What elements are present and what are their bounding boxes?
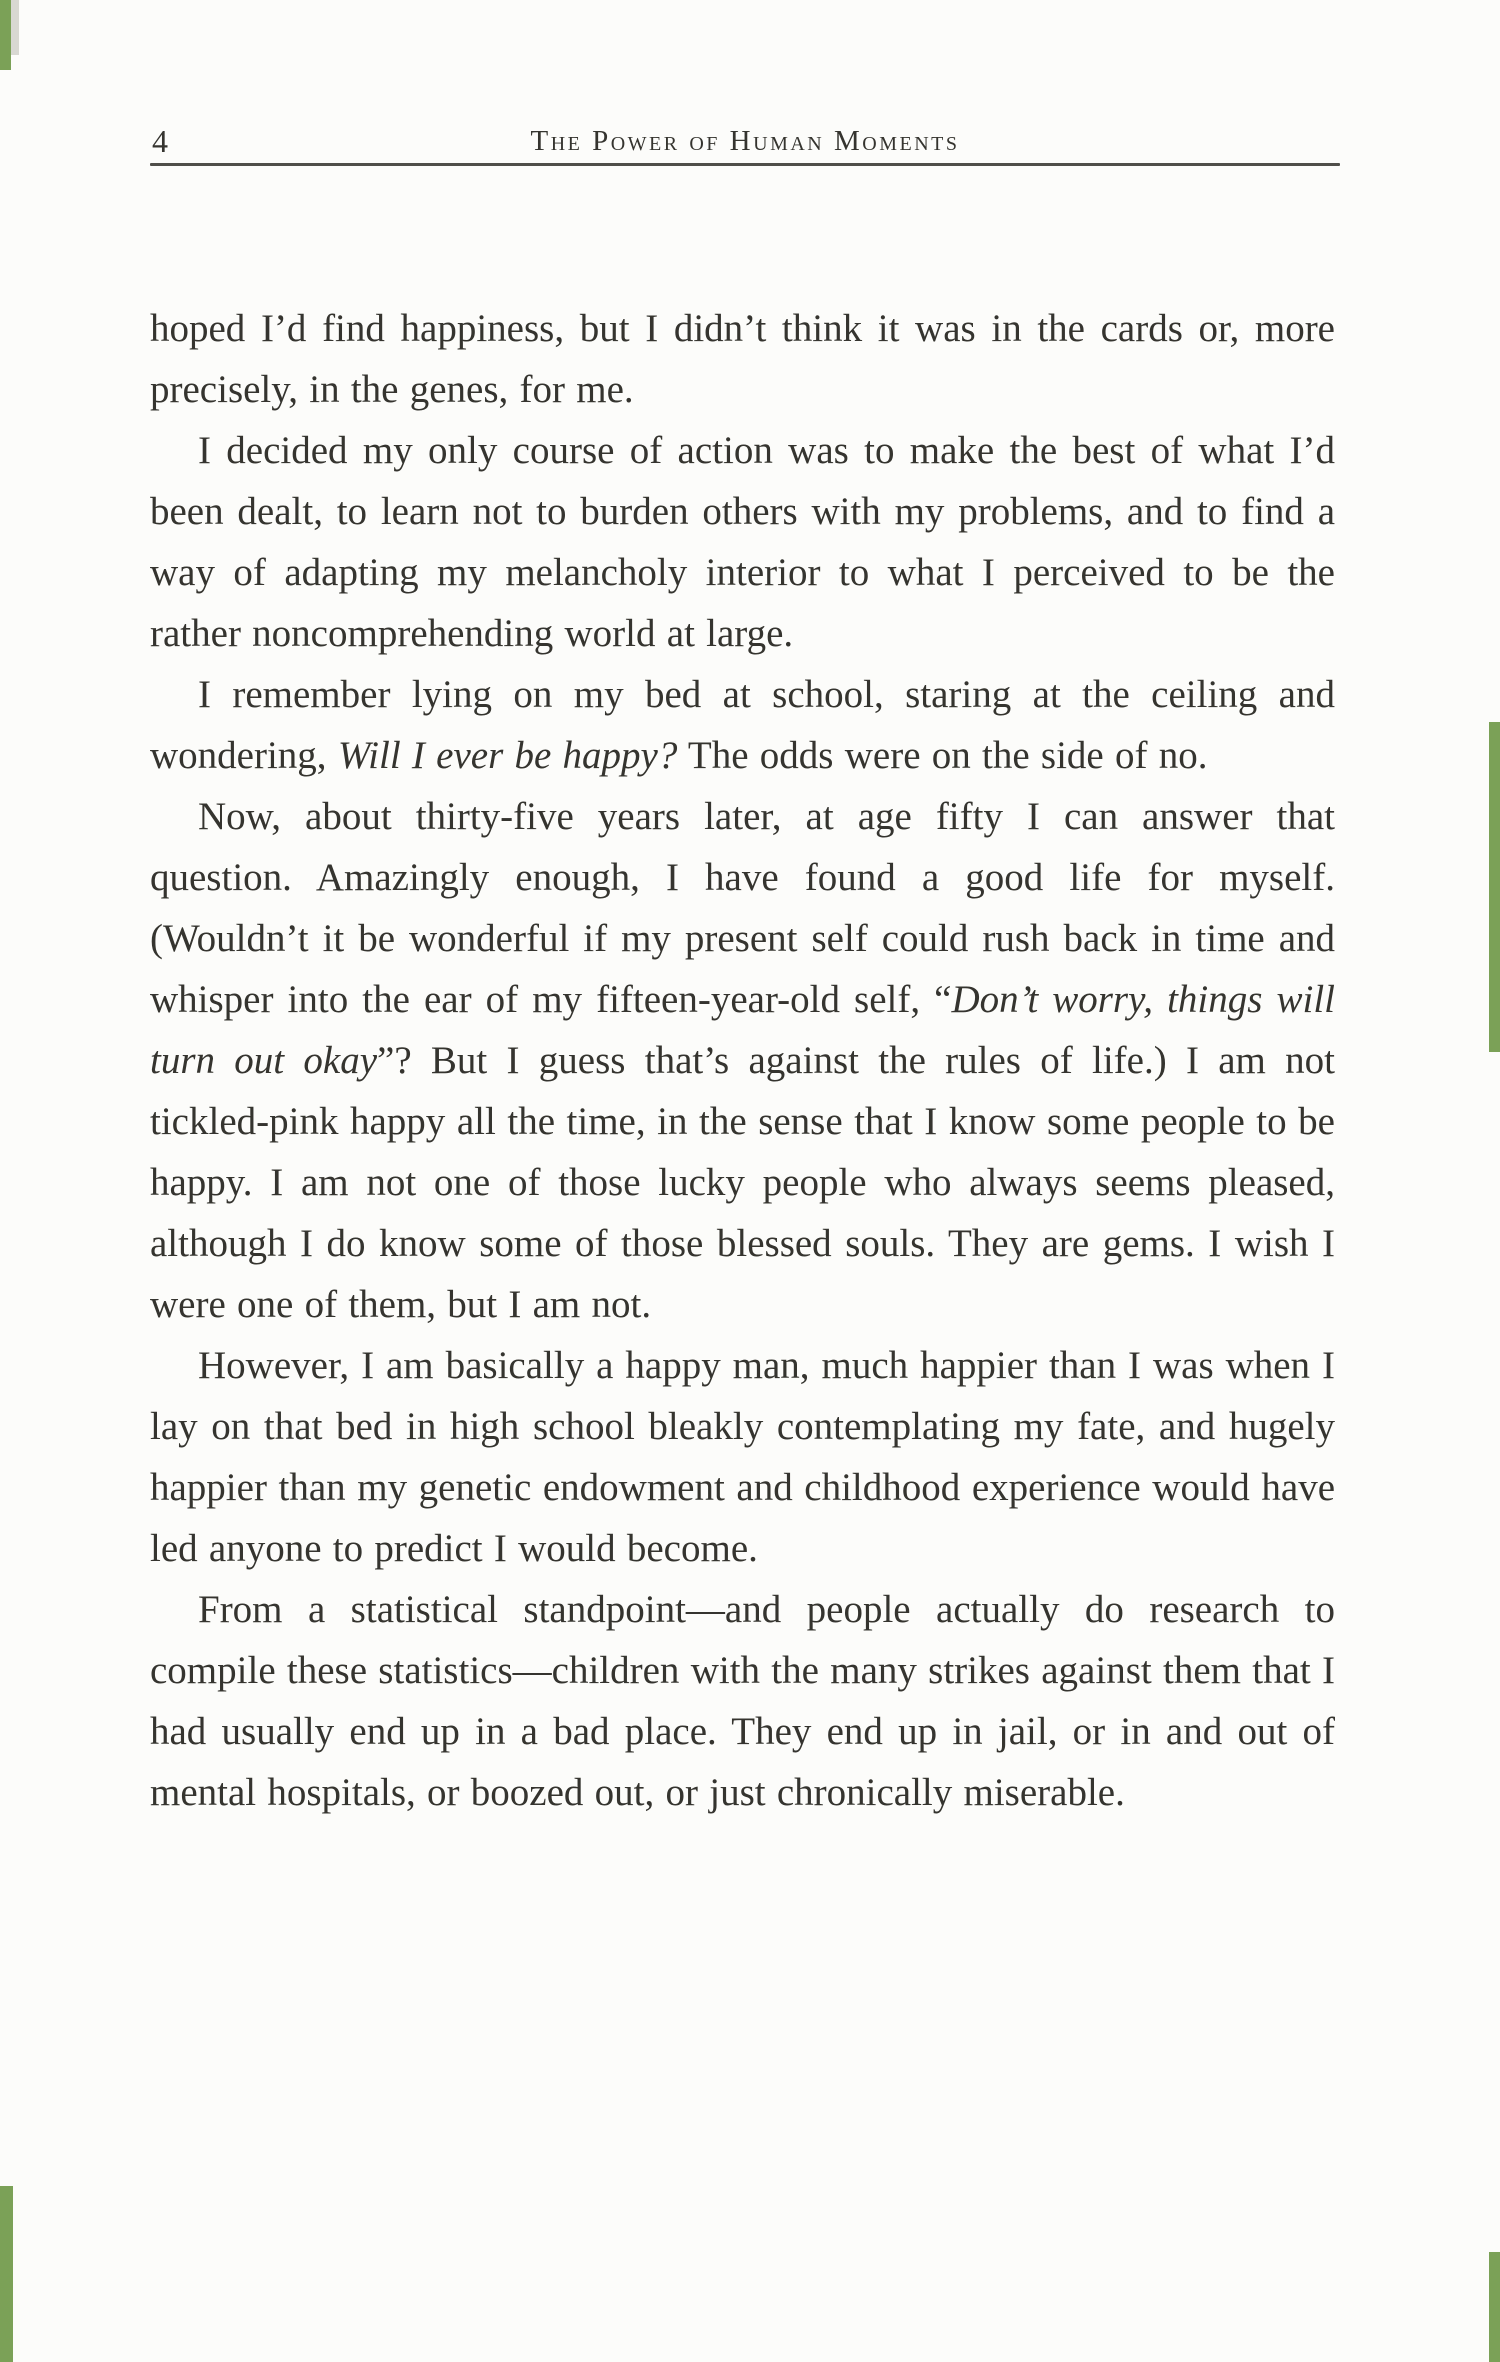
text-segment: I remember lying on my bed at school, staring at the ceiling and wondering, [150,673,1335,777]
paragraph [150,298,1335,420]
text-segment: hoped I’d find happiness, but I didn’t think it was in the cards or, more precisely, in the genes, for me. [150,307,1335,411]
scan-artifact-right-middle [1489,722,1500,1052]
text-segment: ”? But I guess that’s against the rules of life.) I am not tickled-pink happy all the time, in the sense that I know some people to be happy. I am not one of those lucky people who always seems pleased, although I do know some of those blessed souls. They are gems. I wish I were one of them, but I am not. [150,1039,1335,1326]
page-content [150,0,1340,2362]
page-number: 4 [152,123,168,159]
scan-artifact-bottom-right [1489,2252,1500,2362]
paragraph [150,420,1335,664]
scan-artifact-bottom-left [0,2186,13,2362]
paragraph [150,1335,1335,1579]
paragraph [150,786,1335,1335]
paragraph [150,1579,1335,1823]
text-segment: From a statistical standpoint—and people actually do research to compile these statistics—children with the many strikes against them that I had usually end up in a bad place. They end up in jail, or in and out of mental hospitals, or boozed out, or just chronically miserable. [150,1588,1335,1814]
scan-artifact-top-left [0,0,11,70]
scan-artifact-top-left-shadow [11,0,19,55]
italic-text-segment: Don’t worry, things will turn out okay [150,978,1335,1082]
header-rule [150,163,1340,166]
text-segment: However, I am basically a happy man, much happier than I was when I lay on that bed in high school bleakly contemplating my fate, and hugely happier than my genetic endowment and childhood experience would have led anyone to predict I would become. [150,1344,1335,1570]
text-segment: I decided my only course of action was to make the best of what I’d been dealt, to learn not to burden others with my problems, and to find a way of adapting my melancholy interior to what I perceived to be the rather noncomprehending world at large. [150,429,1335,655]
italic-text-segment: Will I ever be happy? [337,734,678,777]
running-title: The Power of Human Moments [530,125,960,157]
paragraph [150,664,1335,786]
text-segment: Now, about thirty-five years later, at age fifty I can answer that question. Amazingly enough, I have found a good life for myself. (Wouldn’t it be wonderful if my present self could rush back in time and whisper into the ear of my fifteen-year-old self, “ [150,795,1335,1021]
running-header [150,118,1340,162]
text-segment: The odds were on the side of no. [677,734,1208,777]
body-text [150,298,1335,1823]
